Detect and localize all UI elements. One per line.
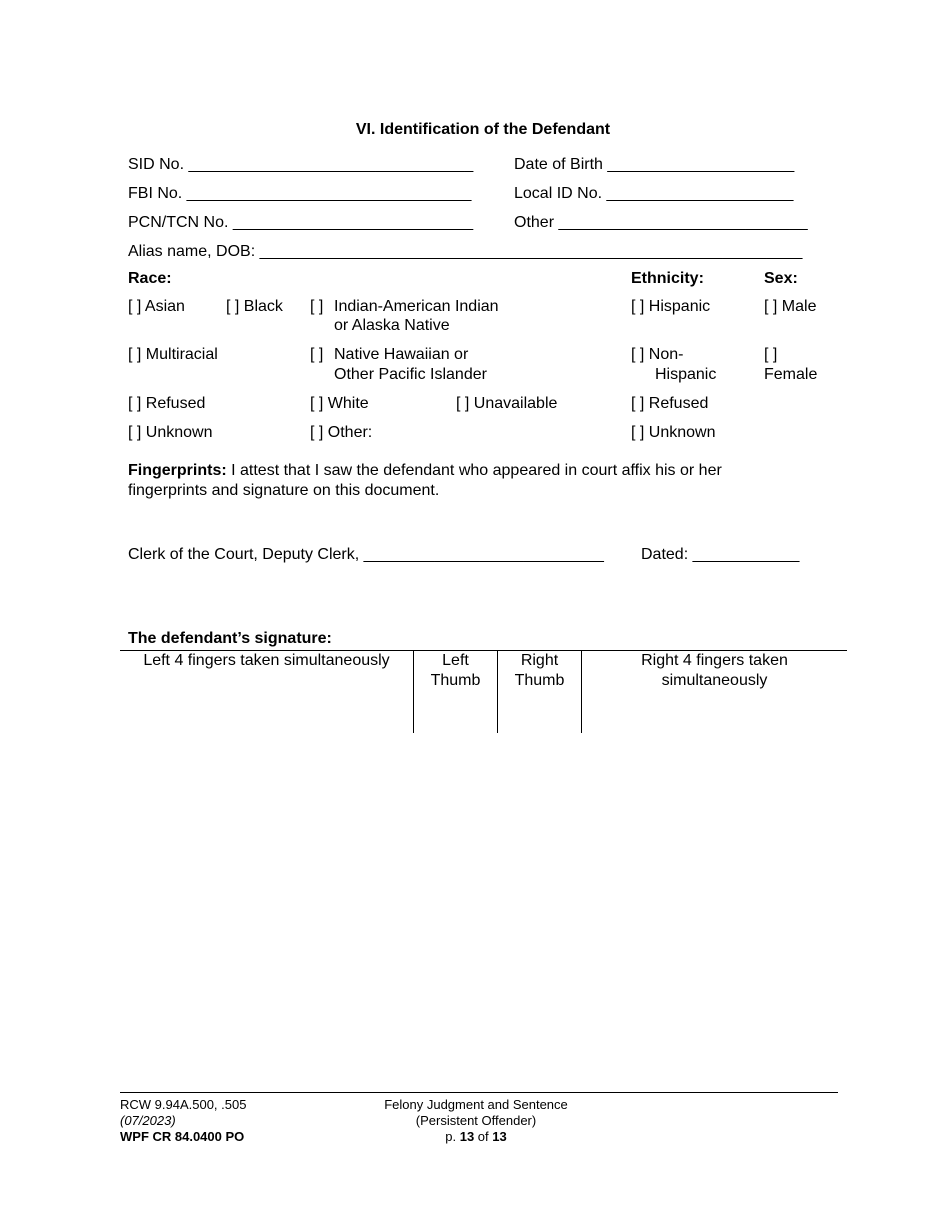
footer-date: (07/2023) xyxy=(120,1113,176,1128)
footer-page-number xyxy=(376,1129,576,1145)
left-thumb-box[interactable] xyxy=(414,651,497,691)
fingerprints-attestation-line-2: fingerprints and signature on this document. xyxy=(128,482,440,499)
footer-rule xyxy=(120,1092,838,1093)
race-multiracial-checkbox[interactable]: [ ] Multiracial xyxy=(128,346,218,363)
race-asian-checkbox[interactable]: [ ] Asian xyxy=(128,298,185,315)
fbi-field[interactable]: FBI No. ________________________________ xyxy=(128,185,472,202)
fingerprints-text-1: I attest that I saw the defendant who appeared in court affix his or her xyxy=(226,462,722,479)
left-thumb-label-1: Left xyxy=(442,652,469,669)
footer-title-2: (Persistent Offender) xyxy=(415,1113,537,1128)
race-hawaiian-label-2: Other Pacific Islander xyxy=(334,366,487,383)
race-unknown-checkbox[interactable]: [ ] Unknown xyxy=(128,424,213,441)
ethnicity-refused-checkbox[interactable]: [ ] Refused xyxy=(631,395,709,412)
ethnicity-hispanic-checkbox[interactable]: [ ] Hispanic xyxy=(631,298,711,315)
sex-female-checkbox[interactable]: [ ] xyxy=(764,346,778,363)
right-thumb-label-2: Thumb xyxy=(514,672,565,689)
page-current: 13 xyxy=(459,1129,475,1144)
page-of: of xyxy=(474,1129,493,1144)
ethnicity-header: Ethnicity: xyxy=(631,270,704,287)
ethnicity-non-hispanic-checkbox[interactable]: [ ] Non- xyxy=(631,346,684,363)
pcn-field[interactable]: PCN/TCN No. ___________________________ xyxy=(128,214,474,231)
right-four-fingers-box[interactable] xyxy=(582,651,847,691)
page-prefix: p. xyxy=(445,1129,460,1144)
section-title: VI. Identification of the Defendant xyxy=(355,121,611,138)
race-hawaiian-checkbox[interactable]: [ ] xyxy=(310,346,324,363)
race-indian-checkbox[interactable]: [ ] xyxy=(310,298,324,315)
race-unavailable-checkbox[interactable]: [ ] Unavailable xyxy=(456,395,558,412)
dated-field[interactable]: Dated: ____________ xyxy=(641,546,800,563)
left-thumb-label-2: Thumb xyxy=(430,672,481,689)
page-total: 13 xyxy=(492,1129,507,1144)
right-thumb-label-1: Right xyxy=(520,652,559,669)
ethnicity-unknown-checkbox[interactable]: [ ] Unknown xyxy=(631,424,716,441)
clerk-signature-field[interactable]: Clerk of the Court, Deputy Clerk, ___________________________ xyxy=(128,546,604,563)
sex-male-checkbox[interactable]: [ ] Male xyxy=(764,298,817,315)
right-thumb-box[interactable] xyxy=(498,651,581,691)
race-black-checkbox[interactable]: [ ] Black xyxy=(226,298,283,315)
race-indian-label-1: Indian-American Indian xyxy=(334,298,499,315)
local-id-field[interactable]: Local ID No. _____________________ xyxy=(514,185,794,202)
right-four-fingers-label-1: Right 4 fingers taken xyxy=(641,652,788,669)
sex-header: Sex: xyxy=(764,270,798,287)
ethnicity-non-hispanic-label: Hispanic xyxy=(655,366,717,383)
fingerprints-attestation-line-1 xyxy=(128,461,722,481)
race-indian-label-2: or Alaska Native xyxy=(334,317,450,334)
race-refused-checkbox[interactable]: [ ] Refused xyxy=(128,395,206,412)
sex-female-label: Female xyxy=(764,366,818,383)
other-id-field[interactable]: Other ____________________________ xyxy=(514,214,808,231)
race-other-checkbox[interactable]: [ ] Other: xyxy=(310,424,373,441)
race-header: Race: xyxy=(128,270,172,287)
dob-field[interactable]: Date of Birth _____________________ xyxy=(514,156,795,173)
race-hawaiian-label-1: Native Hawaiian or xyxy=(334,346,469,363)
footer-rcw: RCW 9.94A.500, .505 xyxy=(120,1097,247,1112)
fingerprints-label: Fingerprints: xyxy=(128,462,227,479)
defendant-signature-label: The defendant’s signature: xyxy=(128,630,332,647)
left-four-fingers-label: Left 4 fingers taken simultaneously xyxy=(143,652,390,669)
race-white-checkbox[interactable]: [ ] White xyxy=(310,395,369,412)
left-four-fingers-box[interactable] xyxy=(120,651,413,671)
right-four-fingers-label-2: simultaneously xyxy=(661,672,768,689)
footer-form-number: WPF CR 84.0400 PO xyxy=(120,1129,245,1144)
alias-field[interactable]: Alias name, DOB: _____________________________________________________________ xyxy=(128,243,803,260)
footer-title-1: Felony Judgment and Sentence xyxy=(384,1097,568,1112)
sid-field[interactable]: SID No. ________________________________ xyxy=(128,156,474,173)
